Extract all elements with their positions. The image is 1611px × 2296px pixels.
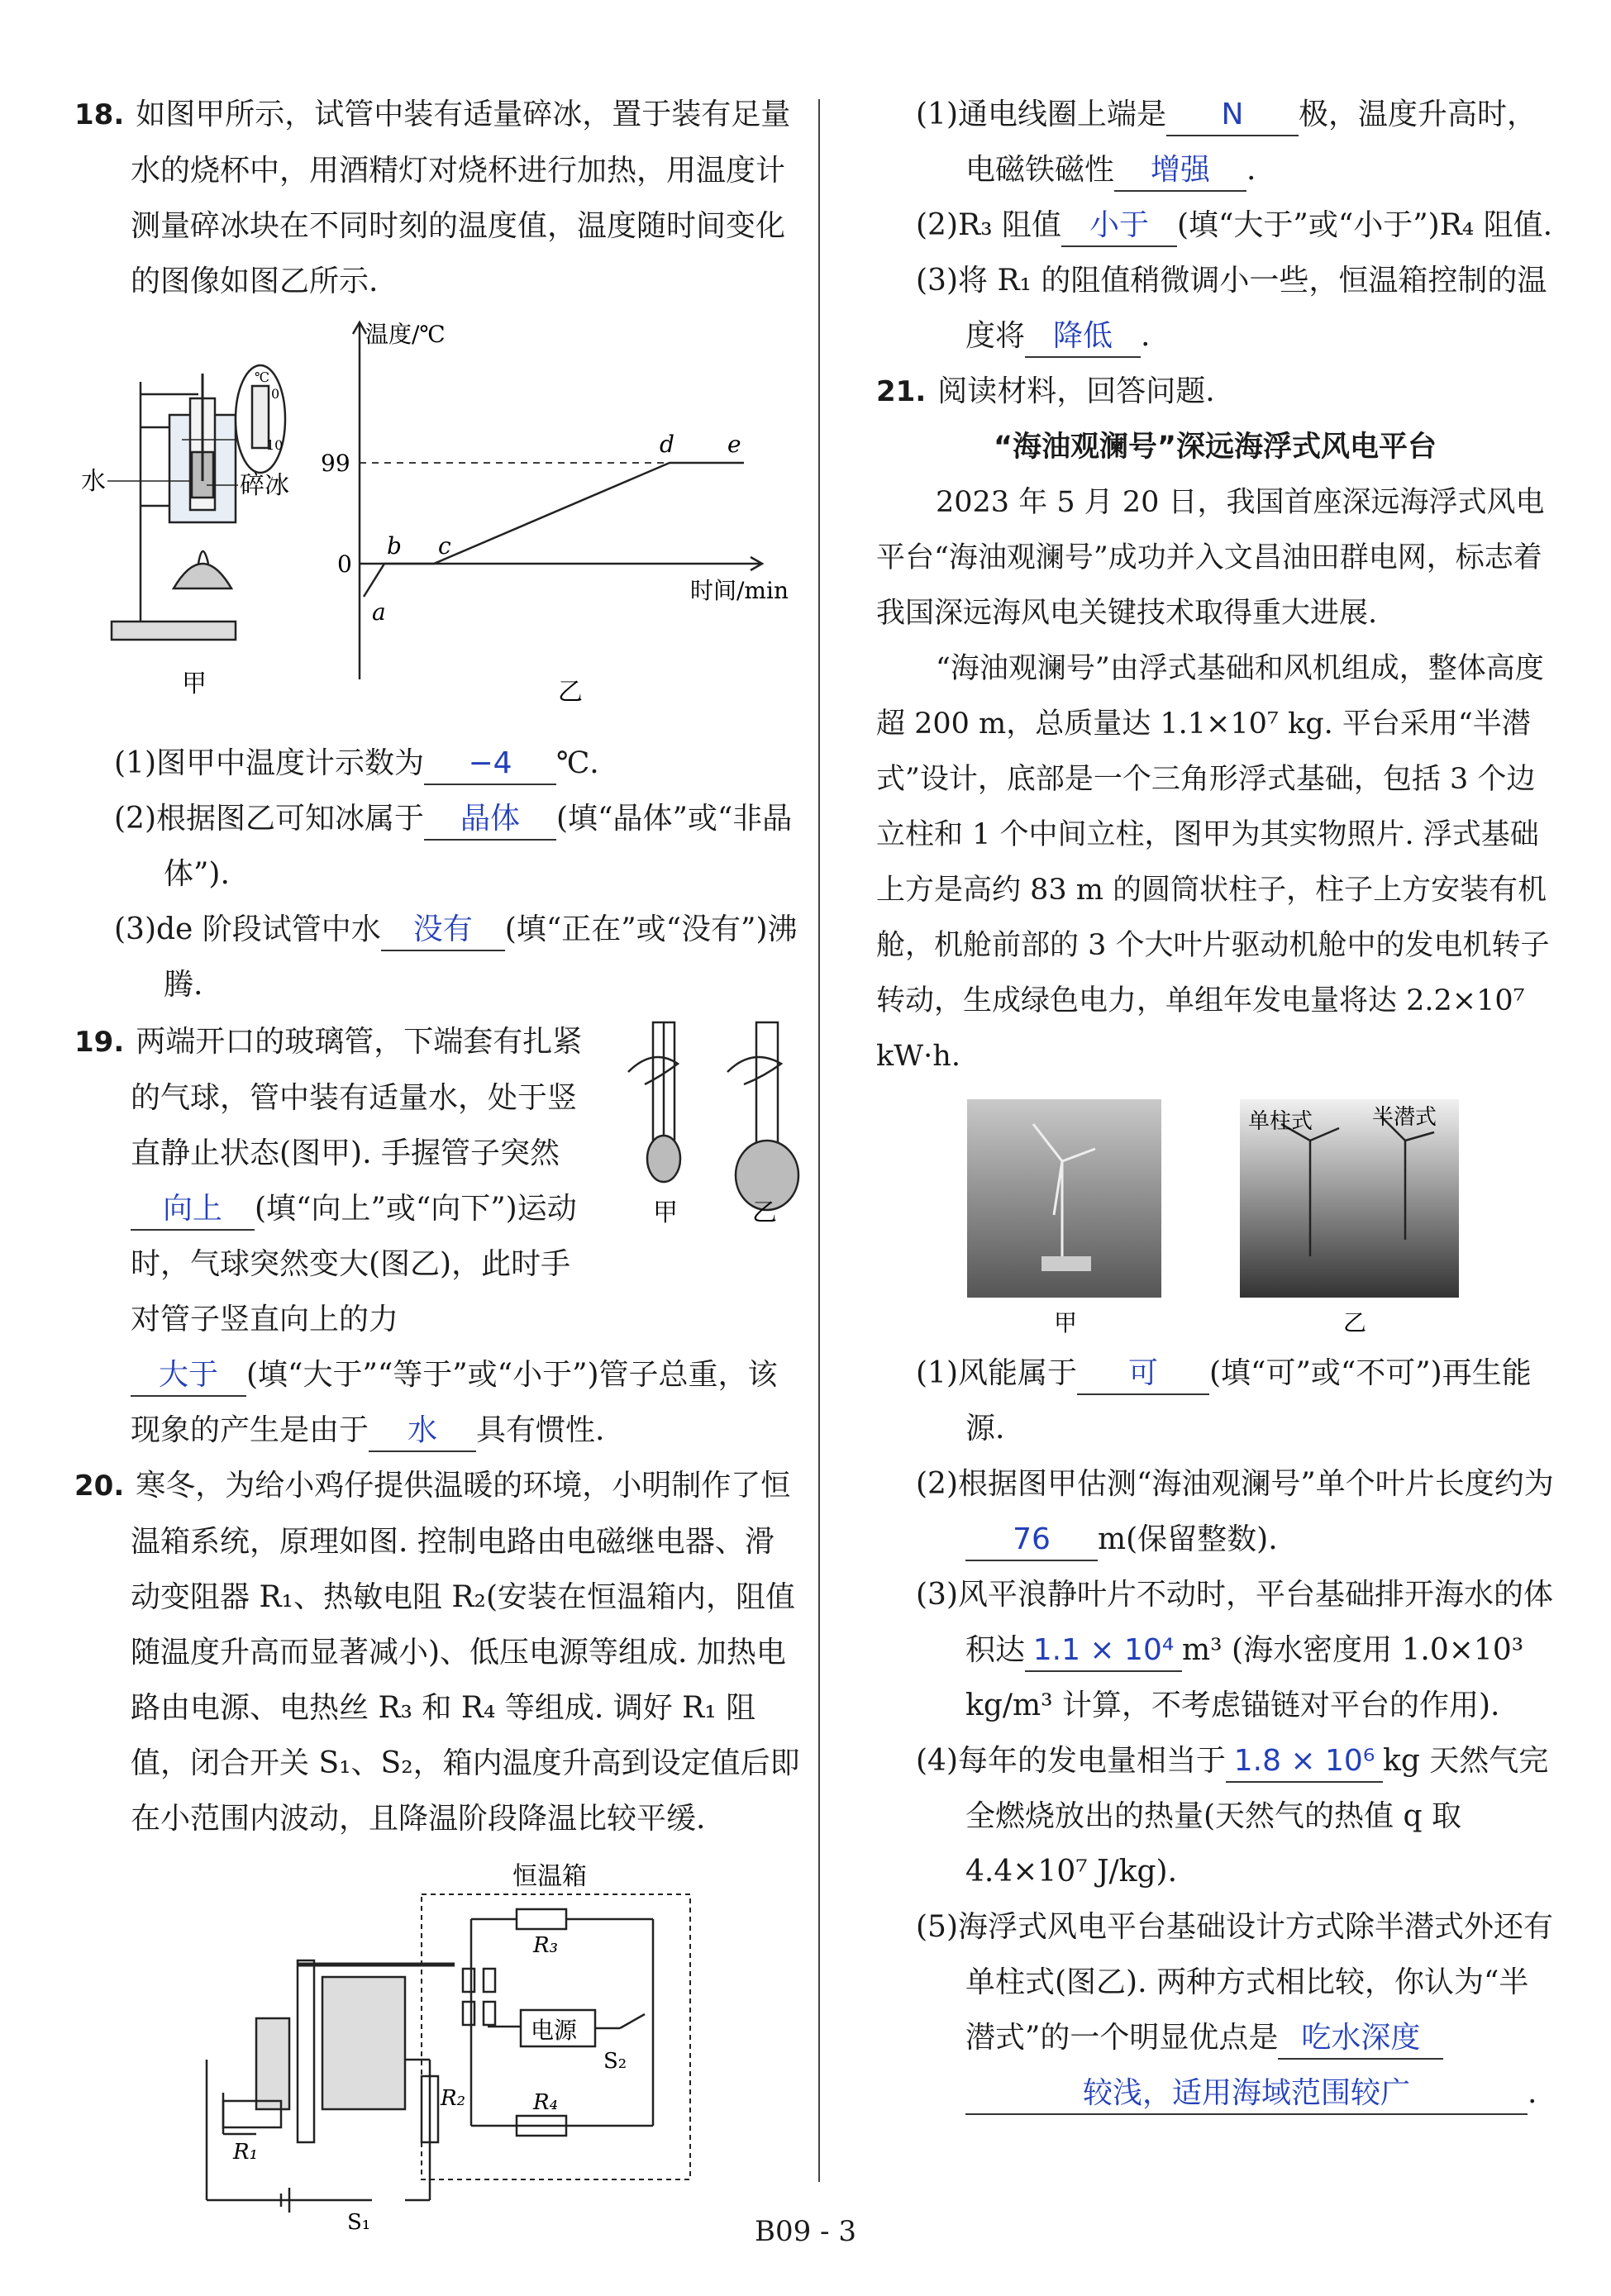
q20-sub3: (3)将 R₁ 的阻值稍微调小一些，恒温箱控制的温度将 降低 . <box>876 253 1554 364</box>
q18-sub2: (2)根据图乙可知冰属于 晶体 (填“晶体”或“非晶体”). <box>74 791 802 902</box>
caption-yi: 乙 <box>1343 1309 1367 1336</box>
q18-sub3: (3)de 阶段试管中水 没有 (填“正在”或“没有”)沸腾. <box>74 902 802 1012</box>
page-footer: B09 - 3 <box>755 2215 856 2248</box>
q20-answer-4[interactable]: 降低 <box>1025 317 1141 358</box>
q21-answer-4[interactable]: 1.8 × 10⁶ <box>1226 1741 1383 1783</box>
point-e: e <box>727 431 741 458</box>
q21-sub3: (3)风平浪静叶片不动时，平台基础排开海水的体积达 1.1 × 10⁴ m³ (海水密度用 1.0×10³ kg/m³ 计算，不考虑锚链对平台的作用). <box>916 1578 1553 1722</box>
q21-answer-5b[interactable]: 较浅，适用海域范围较广 <box>965 2074 1528 2115</box>
x-axis-label: 时间/min <box>690 577 789 604</box>
q21-sub2: (2)根据图甲估测“海油观澜号”单个叶片长度约为76 m(保留整数). <box>876 1456 1554 1567</box>
y-tick-0: 0 <box>337 550 352 578</box>
q21-sub5: (5)海浮式风电平台基础设计方式除半潜式外还有单柱式(图乙). 两种方式相比较，你认为“半潜式”的一个明显优点是 吃水深度较浅，适用海域范围较广 . <box>876 1899 1554 2121</box>
box-label: 恒温箱 <box>512 1862 587 1891</box>
right-column <box>876 87 1554 2121</box>
point-b: b <box>387 532 402 560</box>
q18-answer-1[interactable]: −4 <box>424 744 556 785</box>
therm-0: 0 <box>271 386 280 402</box>
q18-answer-3[interactable]: 没有 <box>381 910 505 951</box>
caption-yi: 乙 <box>752 1198 777 1227</box>
q21-photos <box>876 1091 1554 1339</box>
q21-answer-1[interactable]: 可 <box>1077 1354 1209 1395</box>
q18-stem: 18. 如图甲所示，试管中装有适量碎冰，置于装有足量水的烧杯中，用酒精灯对烧杯进行加热，用温度计测量碎冰块在不同时刻的温度值，温度随时间变化的图像如图乙所示. <box>74 98 791 298</box>
q21-sub1: (1)风能属于 可 (填“可”或“不可”)再生能源. <box>876 1346 1554 1456</box>
caption-jia: 甲 <box>653 1198 678 1227</box>
therm-unit: ℃ <box>255 369 269 385</box>
q18-answer-2[interactable]: 晶体 <box>424 799 556 841</box>
q18-figure <box>74 316 802 729</box>
point-c: c <box>438 532 451 560</box>
r3-label: R₃ <box>533 1933 558 1958</box>
q19-answer-1[interactable]: 向上 <box>131 1189 255 1231</box>
therm-10: 10 <box>266 437 284 453</box>
relay-circuit-diagram <box>74 1853 802 2235</box>
q19-figure <box>603 1014 802 1229</box>
point-d: d <box>660 431 674 458</box>
label-crushed-ice: 碎冰 <box>240 471 289 500</box>
q20-sub2: (2)R₃ 阻值 小于 (填“大于”或“小于”)R₄ 阻值. <box>876 198 1554 253</box>
q18-diagram <box>74 316 802 729</box>
q21-article <box>876 475 1554 1084</box>
q21-answer-5a[interactable]: 吃水深度 <box>1278 2018 1443 2060</box>
label-spar: 单柱式 <box>1248 1109 1313 1134</box>
left-column <box>74 87 802 2235</box>
q19-answer-2[interactable]: 大于 <box>131 1355 246 1397</box>
temperature-time-graph <box>353 322 762 679</box>
s2-label: S₂ <box>603 2049 627 2074</box>
caption-jia: 甲 <box>1054 1309 1078 1336</box>
label-semi-submersible: 半潜式 <box>1372 1105 1437 1130</box>
q21-answer-2[interactable]: 76 <box>965 1520 1098 1561</box>
q19-answer-3[interactable]: 水 <box>369 1411 476 1452</box>
r2-label: R₂ <box>441 2086 465 2111</box>
power-source-label: 电源 <box>531 2017 578 2044</box>
s1-label: S₁ <box>347 2210 371 2235</box>
caption-jia: 甲 <box>182 669 207 698</box>
q20-answer-3[interactable]: 小于 <box>1061 206 1177 247</box>
r1-label: R₁ <box>233 2140 258 2165</box>
q20-answer-1[interactable]: N <box>1166 95 1299 136</box>
q20-stem: 20. 寒冬，为给小鸡仔提供温暖的环境，小明制作了恒温箱系统，原理如图. 控制电路由电磁继电器、滑动变阻器 R₁、热敏电阻 R₂(安装在恒温箱内，阻值随温度升高而显著减小)、低压电源等组成. 加热电路由电源、电热丝 R₃ 和 R₄ 等组成. 调好 R₁ 阻值，闭合开关 S₁、S₂，箱内温度升高到设定值后即在小范围内波动，且降温阶段降温比较平缓. <box>74 1469 800 1836</box>
q21-intro: 21. 阅读材料，回答问题. <box>876 374 1215 408</box>
caption-yi: 乙 <box>558 678 583 707</box>
heating-apparatus <box>112 365 285 640</box>
y-axis-label: 温度/℃ <box>365 321 446 348</box>
q20-sub1: (1)通电线圈上端是 N 极，温度升高时，电磁铁磁性 增强 . <box>876 87 1554 198</box>
r4-label: R₄ <box>533 2090 558 2115</box>
q21-para2: “海油观澜号”由浮式基础和风机组成，整体高度超 200 m，总质量达 1.1×10⁷ kg. 平台采用“半潜式”设计，底部是一个三角形浮式基础，包括 3 个边立柱和 1 个中间立柱，图甲为其实物照片. 浮式基础上方是高约 83 m 的圆筒状柱子，柱子上方安装有机舱，机舱前部的 3 个大叶片驱动机舱中的发电机转子转动，生成绿色电力，单组年发电量将达 2.2×10⁷ kW·h. <box>876 652 1550 1073</box>
q19-block <box>74 1014 802 1458</box>
q19-stem-cont: 大于 (填“大于”“等于”或“小于”)管子总重，该现象的产生是由于 水 具有惯性. <box>74 1347 802 1458</box>
q20-figure <box>74 1853 802 2235</box>
point-a: a <box>372 598 386 626</box>
q21-para1: 2023 年 5 月 20 日，我国首座深远海浮式风电平台“海油观澜号”成功并入文昌油田群电网，标志着我国深远海风电关键技术取得重大进展. <box>876 486 1545 630</box>
q18-sub1: (1)图甲中温度计示数为 −4 ℃. <box>74 736 802 791</box>
y-tick-99: 99 <box>321 450 350 477</box>
column-divider <box>818 99 820 2182</box>
q19-stem: 19. 两端开口的玻璃管，下端套有扎紧的气球，管中装有适量水，处于竖直静止状态(图甲). 手握管子突然向上 (填“向上”或“向下”)运动时，气球突然变大(图乙)，此时手对管子竖直向上的力 <box>74 1025 583 1336</box>
q20-answer-2[interactable]: 增强 <box>1114 150 1246 192</box>
wind-platform-photos <box>876 1091 1554 1339</box>
label-water: 水 <box>81 467 106 496</box>
q21-sub4: (4)每年的发电量相当于 1.8 × 10⁶ kg 天然气完全燃烧放出的热量(天然气的热值 q 取 4.4×10⁷ J/kg). <box>876 1733 1554 1899</box>
q21-article-title: “海油观澜号”深远海浮式风电平台 <box>993 431 1437 464</box>
q21-answer-3[interactable]: 1.1 × 10⁴ <box>1025 1631 1182 1672</box>
platform-base <box>1041 1256 1091 1271</box>
